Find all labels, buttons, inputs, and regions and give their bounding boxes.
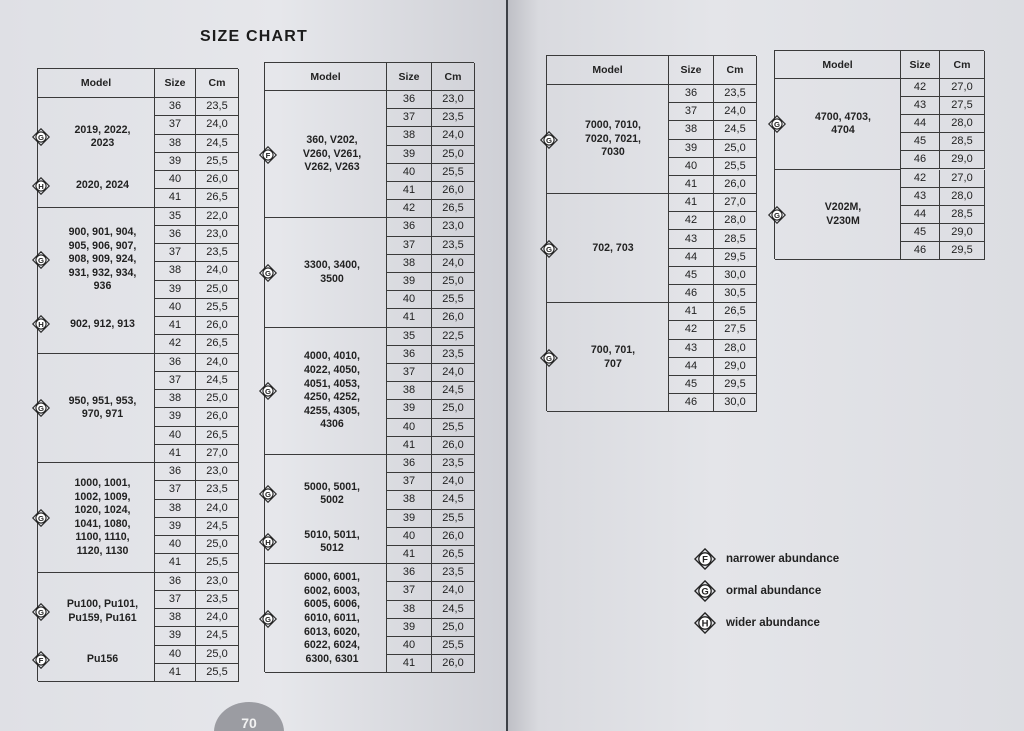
wide-width-h-icon <box>32 177 50 195</box>
cm-cell: 26,0 <box>432 437 475 455</box>
cm-cell: 23,5 <box>432 237 475 255</box>
cm-cell: 26,0 <box>714 176 757 194</box>
model-group-cell <box>265 91 387 218</box>
column-header-cm: Cm <box>714 56 757 85</box>
cm-cell: 24,5 <box>714 121 757 139</box>
model-numbers: 702, 703 <box>592 241 634 254</box>
size-cell: 41 <box>669 194 714 212</box>
size-cell: 38 <box>155 609 196 627</box>
column-header-size: Size <box>387 63 432 91</box>
size-cell: 38 <box>387 255 432 273</box>
column-header-model: Model <box>265 63 387 91</box>
cm-cell: 29,5 <box>714 376 757 394</box>
model-numbers: V202M, V230M <box>824 201 862 227</box>
normal-width-g-icon <box>259 610 277 628</box>
model-numbers: Pu100, Pu101, Pu159, Pu161 <box>66 598 139 624</box>
cm-cell: 25,0 <box>196 536 239 554</box>
cm-cell: 28,5 <box>940 206 985 224</box>
cm-cell: 25,0 <box>432 400 475 418</box>
size-cell: 41 <box>155 189 196 207</box>
cm-cell: 26,0 <box>432 182 475 200</box>
size-cell: 42 <box>901 79 940 97</box>
size-cell: 37 <box>387 237 432 255</box>
size-cell: 40 <box>155 536 196 554</box>
cm-cell: 24,0 <box>432 473 475 491</box>
left-page <box>0 0 506 731</box>
cm-cell: 24,5 <box>432 382 475 400</box>
page-number: 70 <box>241 715 257 731</box>
size-cell: 36 <box>387 218 432 236</box>
size-cell: 46 <box>669 394 714 412</box>
svg-text:G: G <box>264 614 272 624</box>
column-header-cm: Cm <box>196 69 239 98</box>
column-header-size: Size <box>669 56 714 85</box>
size-cell: 42 <box>155 335 196 353</box>
cm-cell: 28,0 <box>714 340 757 358</box>
size-cell: 36 <box>387 346 432 364</box>
size-cell: 38 <box>155 390 196 408</box>
cm-cell: 24,0 <box>196 116 239 134</box>
model-group-cell <box>547 303 669 412</box>
column-header-cm: Cm <box>940 51 985 79</box>
svg-text:H: H <box>265 538 271 548</box>
cm-cell: 25,5 <box>714 158 757 176</box>
size-cell: 39 <box>155 153 196 171</box>
model-group-cell <box>265 455 387 564</box>
cm-cell: 27,0 <box>714 194 757 212</box>
normal-width-g-icon <box>259 382 277 400</box>
size-cell: 38 <box>669 121 714 139</box>
cm-cell: 24,0 <box>196 500 239 518</box>
svg-text:F: F <box>702 554 708 566</box>
size-cell: 41 <box>155 664 196 682</box>
size-cell: 40 <box>155 427 196 445</box>
model-group-cell <box>775 79 901 170</box>
model-numbers: 700, 701, 707 <box>590 344 636 370</box>
cm-cell: 25,0 <box>432 273 475 291</box>
size-cell: 41 <box>155 445 196 463</box>
cm-cell: 24,0 <box>714 103 757 121</box>
page-title: SIZE CHART <box>200 28 308 45</box>
cm-cell: 27,0 <box>196 445 239 463</box>
cm-cell: 23,0 <box>196 573 239 591</box>
size-cell: 42 <box>669 212 714 230</box>
narrow-width-f-icon <box>259 146 277 164</box>
cm-cell: 25,5 <box>432 510 475 528</box>
svg-text:G: G <box>773 120 781 130</box>
size-cell: 42 <box>387 200 432 218</box>
size-cell: 37 <box>669 103 714 121</box>
size-cell: 41 <box>387 546 432 564</box>
size-cell: 36 <box>669 85 714 103</box>
size-cell: 43 <box>901 97 940 115</box>
cm-cell: 24,5 <box>196 135 239 153</box>
size-cell: 38 <box>155 135 196 153</box>
size-cell: 44 <box>901 115 940 133</box>
model-group-cell <box>547 85 669 194</box>
model-numbers: 4700, 4703, 4704 <box>815 110 871 137</box>
cm-cell: 25,0 <box>196 281 239 299</box>
svg-text:G: G <box>37 255 45 265</box>
size-cell: 37 <box>155 372 196 390</box>
size-cell: 40 <box>669 158 714 176</box>
size-cell: 40 <box>387 528 432 546</box>
column-header-model: Model <box>775 51 901 79</box>
size-cell: 39 <box>155 518 196 536</box>
narrow-width-f-icon <box>32 651 50 669</box>
normal-width-g-icon <box>32 509 50 527</box>
cm-cell: 26,5 <box>196 189 239 207</box>
size-cell: 41 <box>155 554 196 572</box>
model-group-cell <box>265 564 387 673</box>
size-cell: 46 <box>669 285 714 303</box>
size-cell: 46 <box>901 242 940 260</box>
size-cell: 36 <box>155 463 196 481</box>
cm-cell: 26,5 <box>432 546 475 564</box>
cm-cell: 26,5 <box>714 303 757 321</box>
cm-cell: 28,5 <box>940 133 985 151</box>
model-group-cell <box>547 194 669 303</box>
cm-cell: 23,0 <box>196 226 239 244</box>
size-cell: 46 <box>901 151 940 169</box>
size-cell: 39 <box>387 619 432 637</box>
size-cell: 39 <box>387 273 432 291</box>
normal-width-g-icon <box>540 131 558 149</box>
cm-cell: 27,0 <box>940 170 985 188</box>
svg-text:G: G <box>545 244 553 254</box>
size-cell: 35 <box>155 208 196 226</box>
size-cell: 40 <box>155 299 196 317</box>
cm-cell: 22,0 <box>196 208 239 226</box>
cm-cell: 25,0 <box>432 146 475 164</box>
size-cell: 41 <box>387 437 432 455</box>
size-cell: 45 <box>901 133 940 151</box>
size-cell: 45 <box>669 376 714 394</box>
size-cell: 38 <box>155 500 196 518</box>
size-cell: 37 <box>155 591 196 609</box>
svg-text:G: G <box>545 353 553 363</box>
normal-width-g-icon <box>32 251 50 269</box>
size-cell: 45 <box>901 224 940 242</box>
size-cell: 37 <box>387 109 432 127</box>
cm-cell: 24,0 <box>196 609 239 627</box>
cm-cell: 23,5 <box>432 346 475 364</box>
cm-cell: 28,0 <box>940 188 985 206</box>
size-cell: 38 <box>387 491 432 509</box>
size-cell: 40 <box>387 291 432 309</box>
legend-label: narrower abundance <box>726 553 840 565</box>
model-group-cell <box>38 98 155 208</box>
cm-cell: 28,5 <box>714 230 757 248</box>
size-cell: 41 <box>669 176 714 194</box>
cm-cell: 24,0 <box>432 364 475 382</box>
model-numbers: Pu156 <box>86 653 119 666</box>
size-cell: 40 <box>387 164 432 182</box>
cm-cell: 29,5 <box>940 242 985 260</box>
cm-cell: 29,0 <box>940 151 985 169</box>
size-cell: 38 <box>155 262 196 280</box>
cm-cell: 27,0 <box>940 79 985 97</box>
model-numbers: 950, 951, 953, 970, 971 <box>68 394 137 421</box>
svg-text:G: G <box>545 135 553 145</box>
size-cell: 38 <box>387 127 432 145</box>
size-cell: 37 <box>155 116 196 134</box>
svg-text:F: F <box>265 150 271 160</box>
svg-text:G: G <box>37 607 45 617</box>
legend-item <box>694 580 821 602</box>
size-cell: 36 <box>387 564 432 582</box>
size-cell: 41 <box>155 317 196 335</box>
size-cell: 37 <box>155 481 196 499</box>
cm-cell: 25,5 <box>196 554 239 572</box>
cm-cell: 29,0 <box>940 224 985 242</box>
wide-width-h-icon <box>32 315 50 333</box>
model-numbers: 5010, 5011, 5012 <box>304 528 360 555</box>
cm-cell: 25,5 <box>432 291 475 309</box>
wide-width-h-icon <box>259 533 277 551</box>
column-header-model: Model <box>547 56 669 85</box>
svg-text:G: G <box>773 210 781 220</box>
normal-width-g-icon <box>259 264 277 282</box>
cm-cell: 28,0 <box>714 212 757 230</box>
legend-label: wider abundance <box>726 617 820 629</box>
legend-label: ormal abundance <box>726 585 822 597</box>
svg-text:G: G <box>264 490 272 500</box>
size-cell: 39 <box>387 510 432 528</box>
cm-cell: 23,5 <box>196 591 239 609</box>
size-table-3 <box>546 55 756 411</box>
cm-cell: 29,5 <box>714 249 757 267</box>
model-group-cell <box>265 218 387 327</box>
cm-cell: 30,0 <box>714 394 757 412</box>
normal-width-g-icon <box>259 485 277 503</box>
size-cell: 39 <box>387 400 432 418</box>
cm-cell: 23,5 <box>432 564 475 582</box>
cm-cell: 27,5 <box>714 321 757 339</box>
size-cell: 43 <box>669 230 714 248</box>
cm-cell: 24,0 <box>432 255 475 273</box>
model-numbers: 900, 901, 904, 905, 906, 907, 908, 909, 924, 931, 932, 934, 936 <box>68 226 137 293</box>
model-numbers: 902, 912, 913 <box>70 317 135 330</box>
size-cell: 40 <box>155 171 196 189</box>
size-cell: 39 <box>387 146 432 164</box>
model-group-cell <box>38 463 155 573</box>
cm-cell: 24,5 <box>432 601 475 619</box>
svg-text:H: H <box>701 618 709 630</box>
svg-text:H: H <box>38 320 44 330</box>
normal-width-g-icon <box>540 240 558 258</box>
size-cell: 43 <box>901 188 940 206</box>
wide-width-h-icon <box>694 612 716 634</box>
column-header-cm: Cm <box>432 63 475 91</box>
cm-cell: 24,0 <box>196 262 239 280</box>
size-cell: 41 <box>387 182 432 200</box>
size-cell: 39 <box>155 281 196 299</box>
cm-cell: 26,0 <box>196 317 239 335</box>
cm-cell: 28,0 <box>940 115 985 133</box>
cm-cell: 23,0 <box>196 463 239 481</box>
cm-cell: 23,5 <box>714 85 757 103</box>
size-cell: 38 <box>387 382 432 400</box>
cm-cell: 23,5 <box>196 98 239 116</box>
model-group-cell <box>775 170 901 261</box>
cm-cell: 26,0 <box>196 171 239 189</box>
svg-text:G: G <box>37 513 45 523</box>
cm-cell: 24,5 <box>196 372 239 390</box>
size-cell: 36 <box>387 91 432 109</box>
model-numbers: 360, V202, V260, V261, V262, V263 <box>302 134 362 174</box>
size-cell: 42 <box>669 321 714 339</box>
right-page <box>508 0 1024 731</box>
cm-cell: 23,0 <box>432 218 475 236</box>
size-cell: 44 <box>669 358 714 376</box>
size-cell: 38 <box>387 601 432 619</box>
cm-cell: 26,0 <box>196 408 239 426</box>
cm-cell: 25,5 <box>432 164 475 182</box>
size-cell: 35 <box>387 328 432 346</box>
cm-cell: 23,5 <box>432 109 475 127</box>
cm-cell: 25,5 <box>196 153 239 171</box>
svg-text:F: F <box>38 655 44 665</box>
model-group-cell <box>38 573 155 683</box>
size-cell: 40 <box>155 646 196 664</box>
size-cell: 41 <box>387 655 432 673</box>
size-cell: 39 <box>669 140 714 158</box>
size-cell: 39 <box>155 627 196 645</box>
column-header-size: Size <box>901 51 940 79</box>
size-cell: 41 <box>669 303 714 321</box>
model-numbers: 2019, 2022, 2023 <box>74 123 131 150</box>
cm-cell: 26,0 <box>432 528 475 546</box>
legend-item <box>694 548 839 570</box>
cm-cell: 30,5 <box>714 285 757 303</box>
cm-cell: 23,5 <box>196 481 239 499</box>
size-cell: 36 <box>155 573 196 591</box>
cm-cell: 26,0 <box>432 655 475 673</box>
size-cell: 39 <box>155 408 196 426</box>
size-cell: 37 <box>387 473 432 491</box>
size-cell: 45 <box>669 267 714 285</box>
svg-text:G: G <box>701 586 709 598</box>
cm-cell: 29,0 <box>714 358 757 376</box>
normal-width-g-icon <box>32 603 50 621</box>
normal-width-g-icon <box>768 206 786 224</box>
legend-item <box>694 612 820 634</box>
size-cell: 40 <box>387 419 432 437</box>
narrow-width-f-icon <box>694 548 716 570</box>
cm-cell: 25,0 <box>714 140 757 158</box>
size-table-1 <box>37 68 238 681</box>
size-cell: 36 <box>155 354 196 372</box>
cm-cell: 24,5 <box>432 491 475 509</box>
model-numbers: 2020, 2024 <box>75 178 130 191</box>
normal-width-g-icon <box>768 115 786 133</box>
size-cell: 36 <box>155 98 196 116</box>
size-cell: 37 <box>155 244 196 262</box>
cm-cell: 30,0 <box>714 267 757 285</box>
model-group-cell <box>265 328 387 455</box>
size-cell: 44 <box>901 206 940 224</box>
cm-cell: 26,5 <box>432 200 475 218</box>
cm-cell: 26,0 <box>432 309 475 327</box>
size-cell: 37 <box>387 364 432 382</box>
cm-cell: 25,5 <box>432 637 475 655</box>
cm-cell: 24,0 <box>432 127 475 145</box>
size-cell: 41 <box>387 309 432 327</box>
cm-cell: 23,5 <box>432 455 475 473</box>
cm-cell: 25,5 <box>196 299 239 317</box>
model-numbers: 5000, 5001, 5002 <box>304 480 360 507</box>
cm-cell: 24,5 <box>196 627 239 645</box>
svg-text:G: G <box>37 404 45 414</box>
svg-text:G: G <box>264 268 272 278</box>
model-numbers: 6000, 6001, 6002, 6003, 6005, 6006, 6010, 6011, 6013, 6020, 6022, 6024, 6300, 6301 <box>304 571 360 665</box>
cm-cell: 23,5 <box>196 244 239 262</box>
normal-width-g-icon <box>694 580 716 602</box>
cm-cell: 27,5 <box>940 97 985 115</box>
model-group-cell <box>38 208 155 354</box>
cm-cell: 23,0 <box>432 91 475 109</box>
cm-cell: 25,0 <box>432 619 475 637</box>
cm-cell: 26,5 <box>196 335 239 353</box>
svg-text:G: G <box>37 133 45 143</box>
svg-text:G: G <box>264 387 272 397</box>
size-cell: 40 <box>387 637 432 655</box>
size-cell: 42 <box>901 170 940 188</box>
normal-width-g-icon <box>32 399 50 417</box>
normal-width-g-icon <box>540 349 558 367</box>
cm-cell: 25,5 <box>196 664 239 682</box>
cm-cell: 24,0 <box>196 354 239 372</box>
cm-cell: 22,5 <box>432 328 475 346</box>
cm-cell: 24,5 <box>196 518 239 536</box>
column-header-size: Size <box>155 69 196 98</box>
model-numbers: 4000, 4010, 4022, 4050, 4051, 4053, 4250, 4252, 4255, 4305, 4306 <box>304 350 360 431</box>
model-group-cell <box>38 354 155 464</box>
cm-cell: 24,0 <box>432 582 475 600</box>
svg-text:H: H <box>38 181 44 191</box>
column-header-model: Model <box>38 69 155 98</box>
size-cell: 44 <box>669 249 714 267</box>
size-table-2 <box>264 62 474 672</box>
size-cell: 43 <box>669 340 714 358</box>
page-number-badge <box>214 702 284 731</box>
cm-cell: 26,5 <box>196 427 239 445</box>
size-cell: 36 <box>155 226 196 244</box>
size-cell: 36 <box>387 455 432 473</box>
cm-cell: 25,0 <box>196 646 239 664</box>
size-table-4 <box>774 50 984 259</box>
size-cell: 37 <box>387 582 432 600</box>
cm-cell: 25,5 <box>432 419 475 437</box>
model-numbers: 1000, 1001, 1002, 1009, 1020, 1024, 1041, 1080, 1100, 1110, 1120, 1130 <box>74 476 131 557</box>
model-numbers: 3300, 3400, 3500 <box>304 259 360 285</box>
model-numbers: 7000, 7010, 7020, 7021, 7030 <box>585 119 641 159</box>
normal-width-g-icon <box>32 128 50 146</box>
cm-cell: 25,0 <box>196 390 239 408</box>
